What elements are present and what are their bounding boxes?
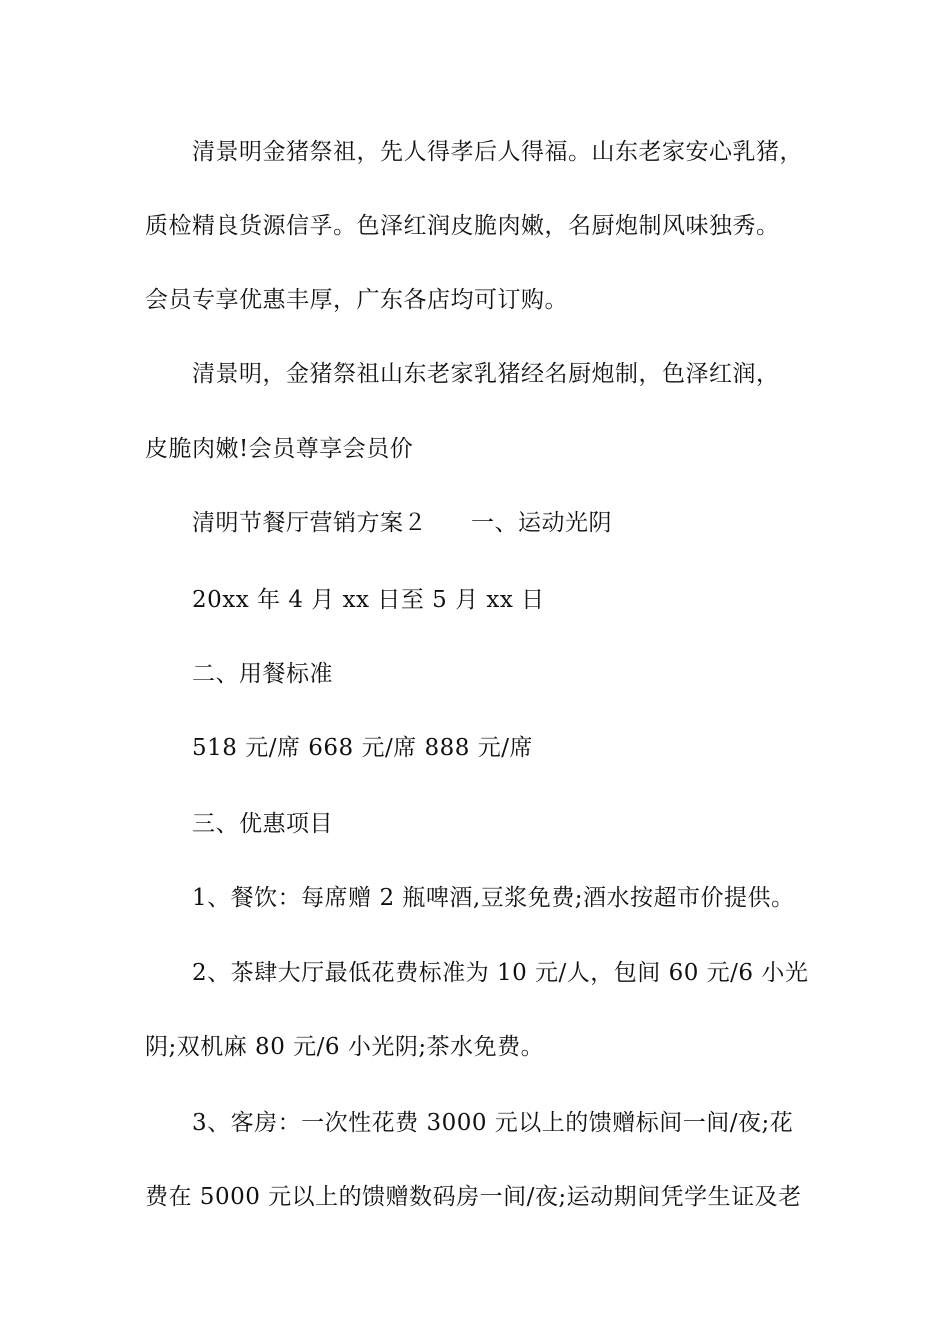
heading-line — [192, 507, 612, 539]
section-heading-2: 二、用餐标准 — [192, 661, 333, 687]
section-heading-3: 三、优惠项目 — [192, 811, 333, 837]
paragraph-1-line-1: 清景明金猪祭祖，先人得孝后人得福。山东老家安心乳猪， — [192, 139, 803, 165]
offer-item-3-line-1: 3、客房：一次性花费 3000 元以上的馈赠标间一间/夜;花 — [192, 1110, 794, 1136]
paragraph-1-line-2: 质检精良货源信孚。色泽红润皮脆肉嫩，名厨炮制风味独秀。 — [145, 213, 780, 239]
offer-item-1: 1、餐饮：每席赠 2 瓶啤酒,豆浆免费;酒水按超市价提供。 — [192, 885, 795, 911]
paragraph-2-line-1: 清景明，金猪祭祖山东老家乳猪经名厨炮制，色泽红润， — [192, 361, 780, 387]
paragraph-1-line-3: 会员专享优惠丰厚，广东各店均可订购。 — [145, 287, 568, 313]
offer-item-2-line-2: 阴;双机麻 80 元/6 小光阴;茶水免费。 — [145, 1034, 545, 1060]
event-date: 20xx 年 4 月 xx 日至 5 月 xx 日 — [192, 587, 545, 613]
offer-item-2-line-1: 2、茶肆大厅最低花费标准为 10 元/人，包间 60 元/6 小光 — [192, 960, 809, 986]
meal-prices: 518 元/席 668 元/席 888 元/席 — [192, 735, 534, 761]
section-heading-1: 一、运动光阴 — [471, 510, 612, 536]
offer-item-3-line-2: 费在 5000 元以上的馈赠数码房一间/夜;运动期间凭学生证及老 — [145, 1184, 802, 1210]
paragraph-2-line-2: 皮脆肉嫩!会员尊享会员价 — [145, 436, 414, 462]
document-title: 清明节餐厅营销方案２ — [192, 510, 427, 536]
